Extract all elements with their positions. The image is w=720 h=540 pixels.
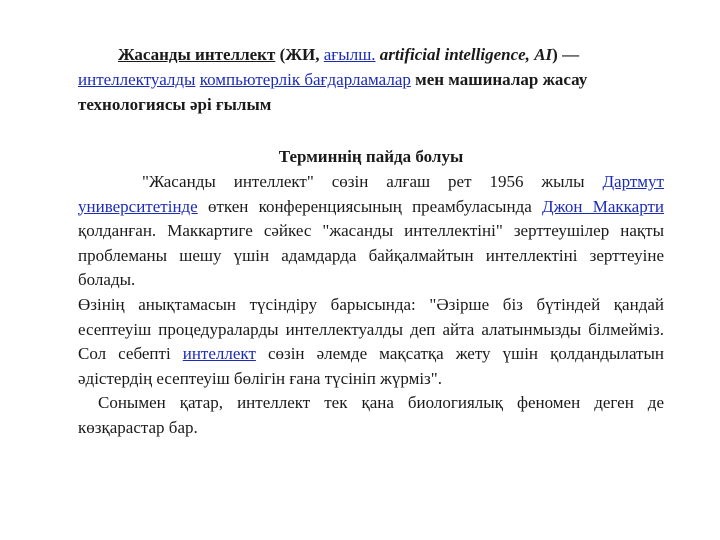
intro-paragraph: Жасанды интеллект (ЖИ, ағылш. artificial intelligence, AI) — интеллектуалды компьютерлік бағдарламалар мен машиналар жасау технологиясы әрі ғылым [78,45,588,114]
paragraph-origin: "Жасанды интеллект" сөзін алғаш рет 1956 жылы Дартмут университетінде өткен конференциясының преамбуласында Джон Маккарти қолданған. Маккартиге сәйкес "жасанды интеллектіні" зерттеушілер нақты проблеманы шешу үшін адамдарда байқалмайтын интеллектіні зерттеуіне болады. [78,172,664,290]
term-title: Жасанды интеллект [118,45,276,64]
intellect-link[interactable]: интеллект [182,344,256,364]
section-heading: Терминнің пайда болуы [278,147,464,166]
mccarthy-link[interactable]: Джон Маккарти [542,196,664,216]
paragraph-biological: Сонымен қатар, интеллект тек қана биологиялық феномен деген де көзқарастар бар. [78,393,664,437]
dartmouth-link[interactable]: Дартмут университетінде [78,172,664,216]
english-lang-link[interactable]: ағылш. [323,45,376,64]
computer-programs-link[interactable]: компьютерлік бағдарламалар [199,70,411,89]
section-body [78,170,664,441]
intellectual-link[interactable]: интеллектуалды [78,70,196,89]
paragraph-definition: Өзінің анықтамасын түсіндіру барысында: "Әзірше біз бүтіндей қандай есептеуіш процедураларды интеллектуалды деп айта алатынмызды білмейміз. Сол себепті интеллект сөзін әлемде мақсатқа жету үшін қолдандылатын әдістердің есептеуіш бөлігін ғана түсініп жүрміз". [78,294,664,388]
